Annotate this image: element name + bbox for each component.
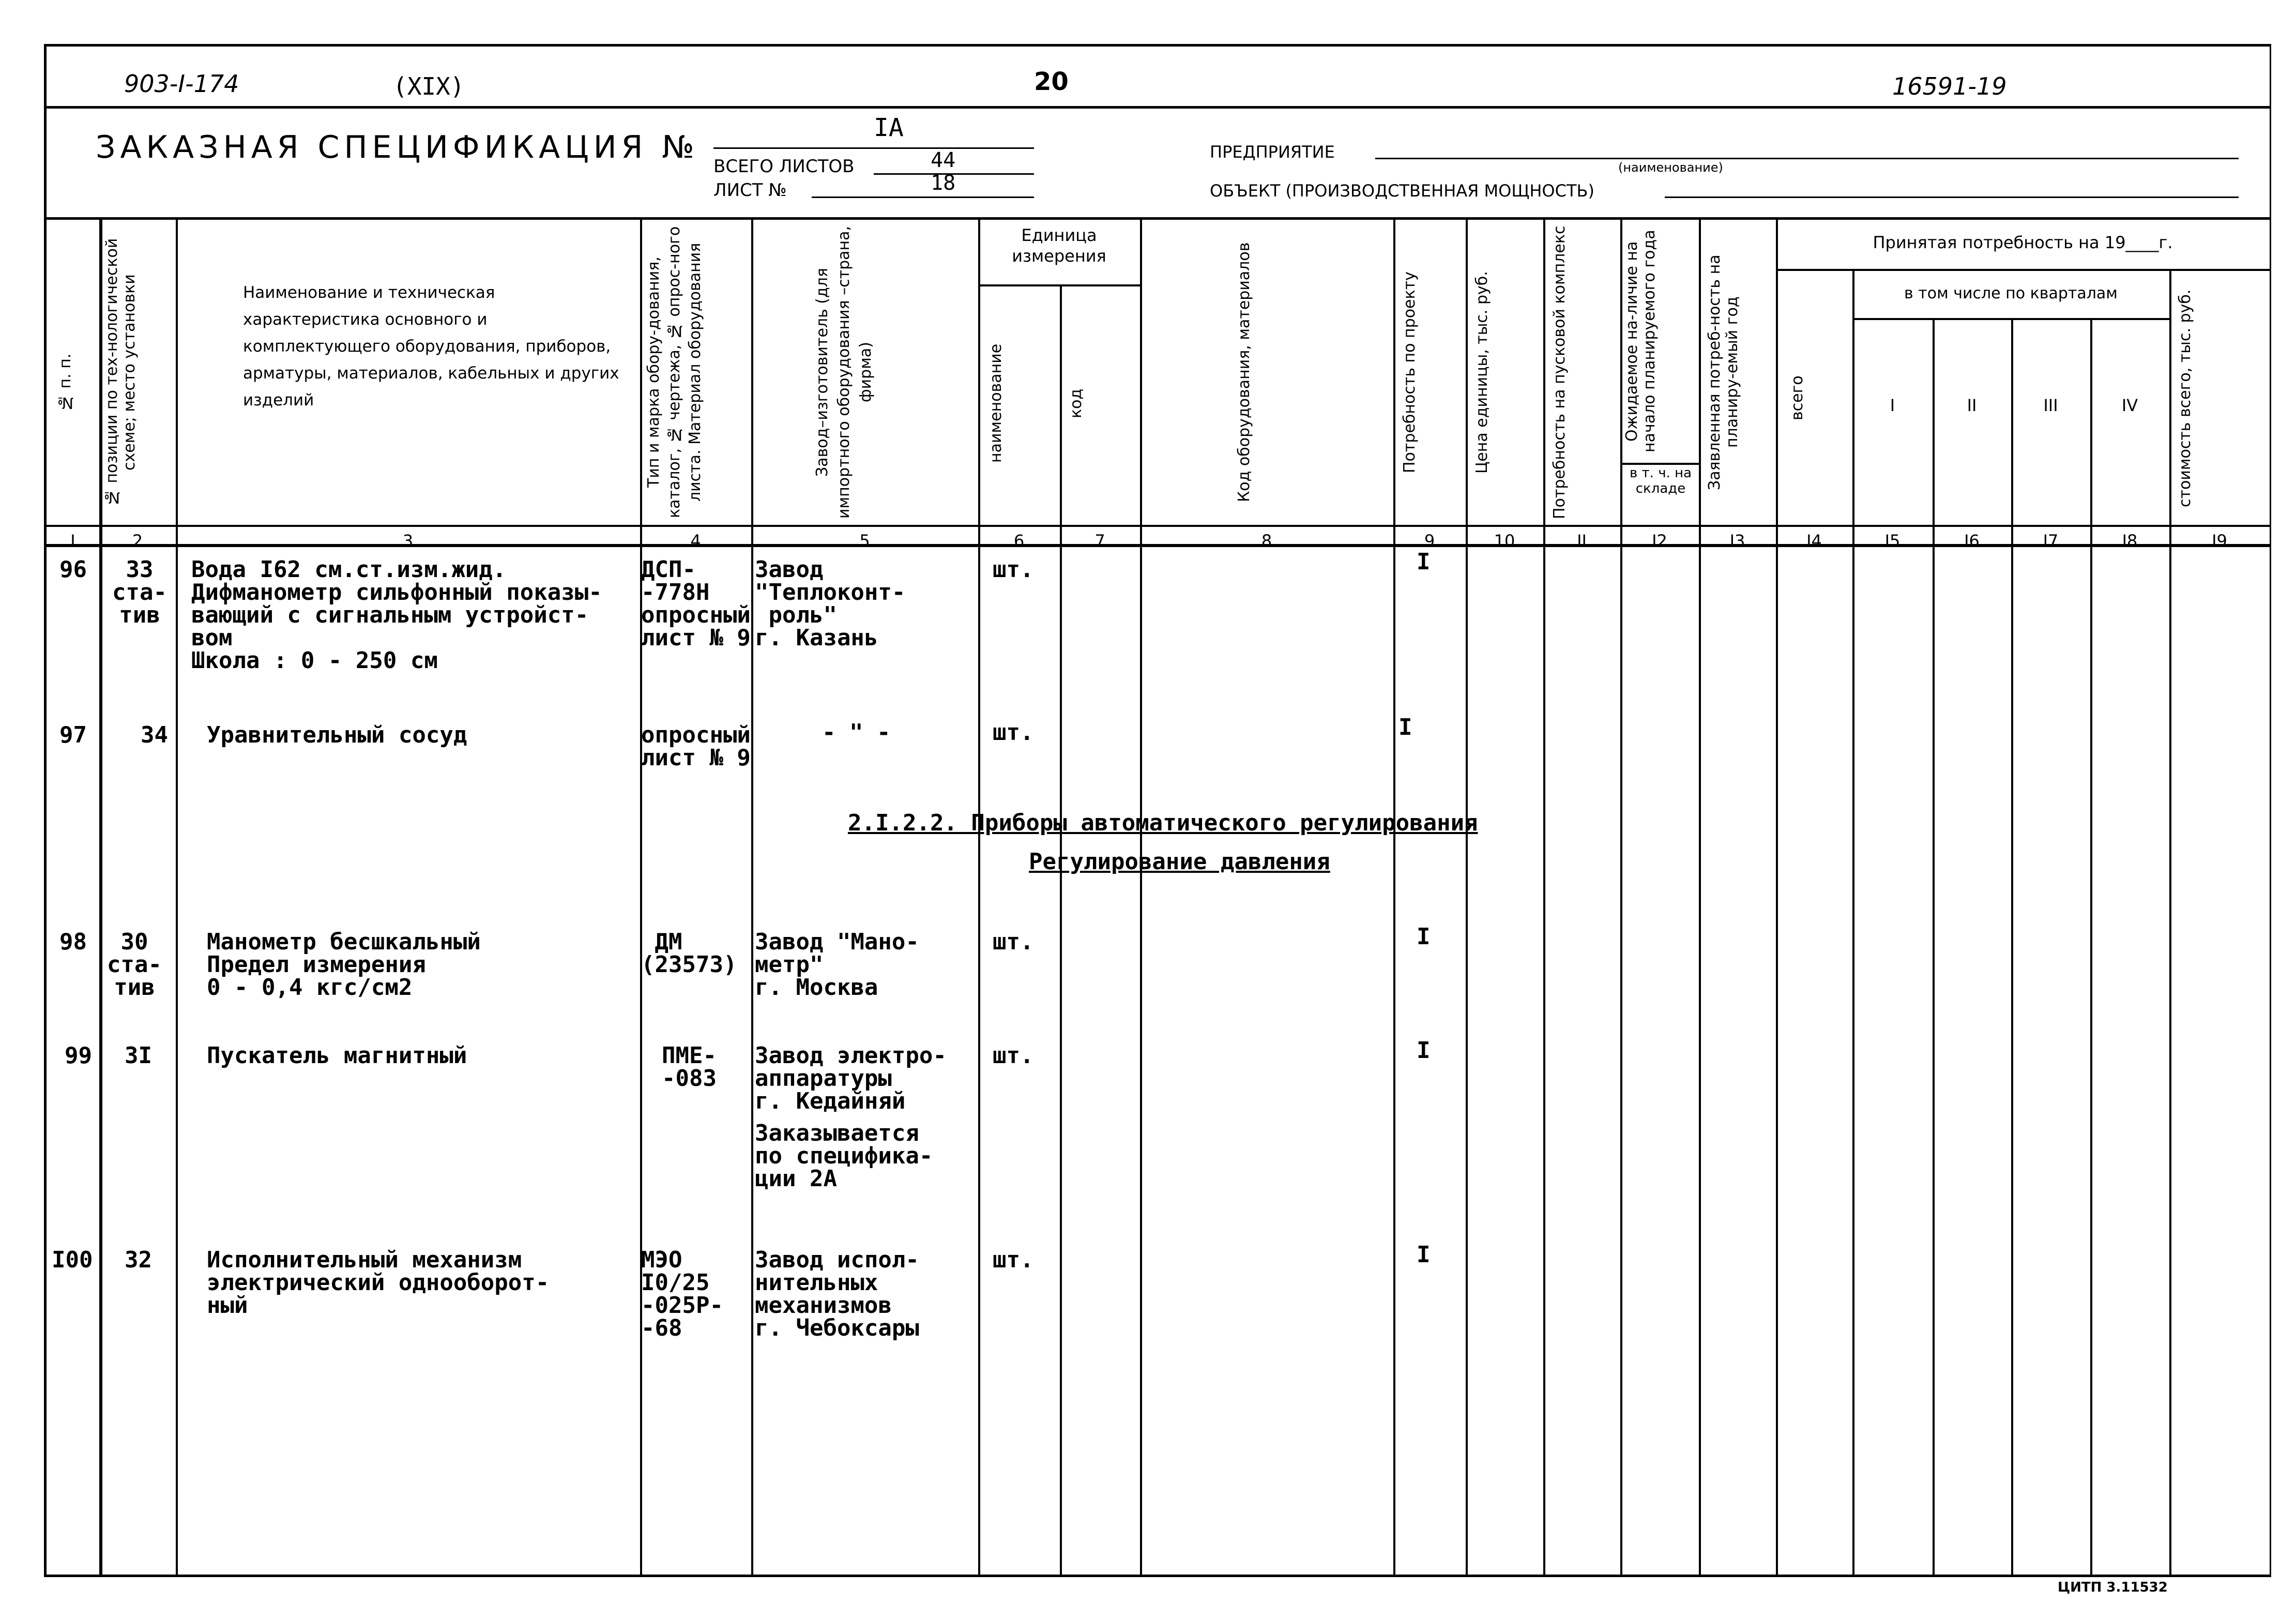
column-number: I2: [1652, 531, 1667, 551]
column-number: I5: [1884, 531, 1900, 551]
header-equipment-code: Код оборудования, материалов: [1235, 242, 1253, 503]
col-line: [1543, 217, 1545, 1575]
header-q4: IV: [2121, 396, 2138, 415]
row-maker: Завод "Теплоконт- роль" г. Казань: [755, 556, 906, 651]
row-quantity: I: [1417, 549, 1431, 575]
column-number: I9: [2212, 531, 2227, 551]
section-subtitle: Регулирование давления: [1029, 849, 1330, 875]
row-unit: шт.: [993, 1247, 1034, 1273]
spec-title: ЗАКАЗНАЯ СПЕЦИФИКАЦИЯ №: [96, 129, 699, 165]
spec-number: IA: [874, 113, 904, 142]
section-title: 2.I.2.2. Приборы автоматического регулирования: [848, 810, 1478, 836]
series-code: (XIX): [393, 72, 465, 100]
row-number: 99: [65, 1042, 92, 1069]
enterprise-label: ПРЕДПРИЯТИЕ: [1210, 142, 1335, 162]
enterprise-name-hint: (наименование): [1618, 160, 1723, 175]
header-unit-price: Цена единицы, тыс. руб.: [1473, 271, 1491, 474]
header-cost: стоимость всего, тыс. руб.: [2176, 289, 2194, 507]
column-number: 3: [402, 531, 414, 551]
row-number: 98: [59, 929, 87, 955]
header-name: Наименование и техническая характеристика основного и комплектующего оборудования, приборов, арматуры, материалов, кабельных и других изделий: [243, 283, 619, 410]
document-code: 903-I-174: [124, 70, 239, 98]
column-number: I6: [1964, 531, 1980, 551]
header-project-need: Потребность по проекту: [1401, 271, 1419, 473]
col-line: [1060, 284, 1062, 1575]
row-name: Пускатель магнитный: [207, 1042, 467, 1069]
row-type: ПМЕ- -083: [662, 1042, 717, 1092]
column-number: 9: [1424, 531, 1435, 551]
row-name: Вода I62 см.ст.изм.жид. Дифманометр сильфонный показы- вающий с сигнальным устройст- вом Школа : 0 - 250 см: [191, 556, 602, 674]
header-position: № позиции по тех-нологической схеме; место установки: [103, 238, 139, 507]
row-position: 32: [125, 1247, 152, 1273]
top-divider: [47, 106, 2270, 109]
col-line: [1699, 217, 1701, 1575]
header-unit-code: код: [1067, 388, 1085, 418]
row-type: МЭО I0/25 -025Р- -68: [641, 1247, 723, 1341]
column-number: I3: [1729, 531, 1745, 551]
col-line: [640, 217, 642, 1575]
specification-sheet: [44, 44, 2271, 1577]
row-position: 3I: [125, 1042, 152, 1069]
column-number: 10: [1494, 531, 1515, 551]
row-type: ДСП- -778Н опросный лист № 9: [641, 556, 751, 651]
row-type: ДМ (23573): [641, 929, 737, 978]
row-number: 97: [59, 722, 87, 748]
header-accepted: Принятая потребность на 19____г.: [1873, 233, 2173, 252]
column-number: I4: [1806, 531, 1822, 551]
row-position: 34: [141, 722, 168, 748]
col-line: [1393, 217, 1395, 1575]
column-number: 2: [132, 531, 143, 551]
col-line: [751, 217, 753, 1575]
column-number: 7: [1094, 531, 1105, 551]
column-number: I7: [2043, 531, 2059, 551]
spec-number-line: [713, 147, 1034, 149]
header-q3: III: [2043, 396, 2058, 415]
row-unit: шт.: [993, 556, 1034, 583]
row-maker: Завод испол- нительных механизмов г. Чебоксары: [755, 1247, 919, 1341]
col-line: [1140, 217, 1142, 1575]
row-position: 30 ста- тив: [107, 929, 162, 1001]
col-line: [1466, 217, 1468, 1575]
column-number: 4: [690, 531, 701, 551]
column-number: 6: [1013, 531, 1025, 551]
row-quantity: I: [1398, 714, 1412, 740]
column-number: 8: [1261, 531, 1272, 551]
header-row-number: № п. п.: [56, 353, 74, 412]
sheet-line: [812, 196, 1034, 198]
header-unit: Единица измерения: [1012, 225, 1106, 266]
col-line: [1776, 217, 1778, 1575]
header-launch-need: Потребность на пусковой комплекс: [1550, 225, 1569, 519]
object-label: ОБЪЕКТ (ПРОИЗВОДСТВЕННАЯ МОЩНОСТЬ): [1210, 181, 1594, 201]
accepted-subline: [1776, 269, 2270, 271]
archive-number: 16591-19: [1892, 72, 2007, 100]
row-name: Исполнительный механизм электрический однооборот- ный: [207, 1247, 550, 1319]
header-q2: II: [1967, 396, 1977, 415]
row-quantity: I: [1417, 1037, 1431, 1064]
row-maker: - " -: [822, 719, 891, 746]
col-line: [1933, 318, 1935, 1575]
header-maker: Завод–изготовитель (для импортного оборудования –страна, фирма): [813, 225, 875, 519]
row-unit: шт.: [993, 719, 1034, 746]
row-name: Уравнительный сосуд: [207, 722, 467, 748]
col-line: [978, 217, 980, 1575]
column-number: II: [1577, 531, 1587, 551]
row-maker: Завод электро- аппаратуры г. Кедайняй: [755, 1042, 947, 1114]
row-number: 96: [59, 556, 87, 583]
col-line: [2169, 269, 2171, 1575]
col-line: [2011, 318, 2013, 1575]
object-line: [1665, 196, 2239, 198]
header-expected: Ожидаемое на-личие на начало планируемого года: [1623, 230, 1659, 453]
header-in-stock: в т. ч. на складе: [1629, 465, 1692, 496]
enterprise-line: [1375, 158, 2239, 159]
col-line: [1852, 269, 1854, 1575]
row-type: опросный лист № 9: [641, 722, 751, 771]
row-number: I00: [52, 1247, 93, 1273]
col-line: [1620, 217, 1622, 1575]
header-unit-name: наименование: [987, 343, 1005, 463]
column-number: 5: [859, 531, 870, 551]
row-unit: шт.: [993, 1042, 1034, 1069]
row-quantity: I: [1417, 924, 1431, 950]
header-q1: I: [1890, 396, 1895, 415]
sheet-value: 18: [931, 171, 956, 195]
row-name: Манометр бесшкальный Предел измерения 0 - 0,4 кгс/см2: [207, 929, 481, 1001]
col-line: [99, 217, 102, 1575]
row-position: 33 ста- тив: [112, 556, 167, 628]
col-line: [176, 217, 178, 1575]
unit-subline: [978, 284, 1140, 286]
stock-subline: [1620, 463, 1699, 465]
printer-mark: ЦИТП 3.11532: [2058, 1580, 2168, 1595]
row-maker: Завод "Мано- метр" г. Москва: [755, 929, 919, 1001]
sheet-label: ЛИСТ №: [713, 180, 787, 201]
header-declared: Заявленная потреб-ность на планиру-емый год: [1706, 254, 1741, 490]
header-type: Тип и марка обору-дования, каталог, № чертежа, № опрос-ного листа. Материал оборудования: [645, 226, 704, 519]
total-sheets-value: 44: [931, 148, 956, 172]
column-number: I: [70, 531, 75, 551]
column-number: I8: [2122, 531, 2138, 551]
header-total: всего: [1788, 375, 1806, 421]
row-unit: шт.: [993, 929, 1034, 955]
header-top-line: [47, 217, 2270, 220]
row-quantity: I: [1417, 1242, 1431, 1268]
header-bottom-line: [47, 525, 2270, 527]
header-quarters: в том числе по кварталам: [1904, 284, 2118, 302]
page-number: 20: [1034, 67, 1069, 96]
total-sheets-label: ВСЕГО ЛИСТОВ: [713, 156, 855, 177]
row-note: Заказывается по специфика- ции 2А: [755, 1120, 933, 1192]
col-line: [2090, 318, 2092, 1575]
